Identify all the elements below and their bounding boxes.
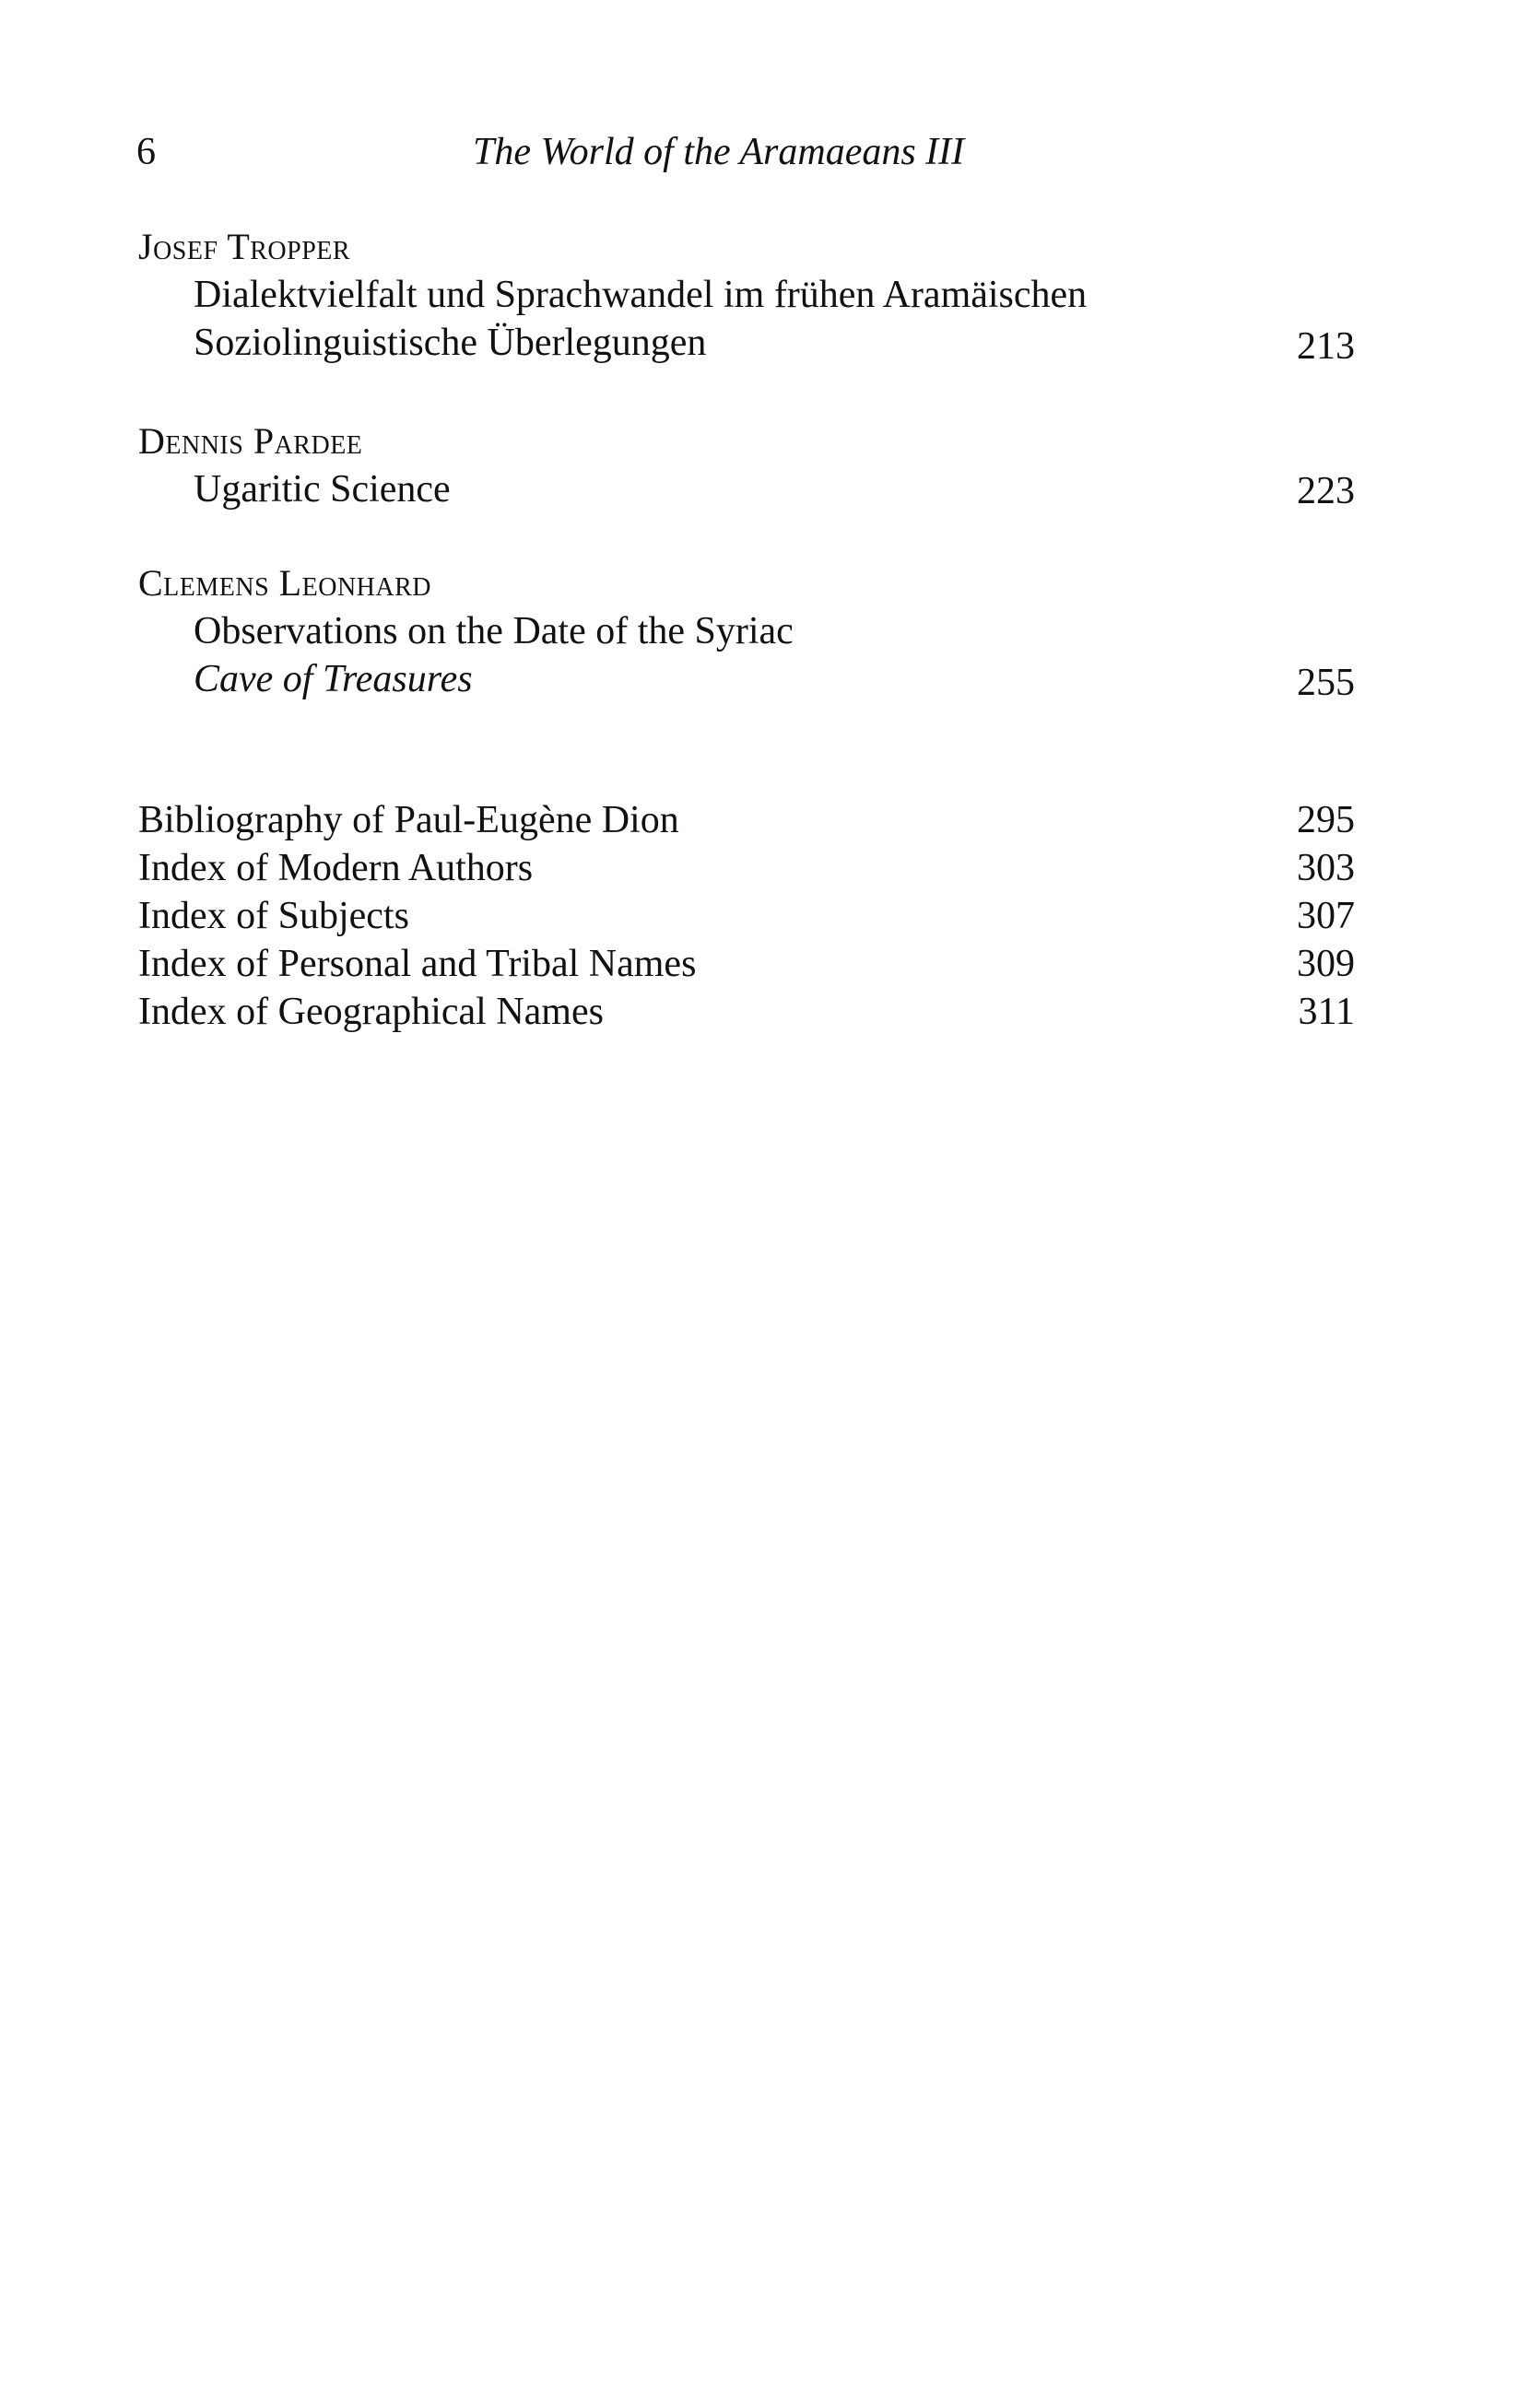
back-matter-page-number: 309 xyxy=(1297,943,1355,985)
entry-author: Dennis Pardee xyxy=(138,420,363,462)
back-matter-label: Index of Geographical Names xyxy=(138,991,604,1033)
back-matter-page-number: 303 xyxy=(1297,847,1355,889)
back-matter-label: Index of Modern Authors xyxy=(138,847,534,889)
contents-entry-tropper xyxy=(138,224,1355,371)
entry-author: Josef Tropper xyxy=(138,226,351,267)
entry-author: Clemens Leonhard xyxy=(138,562,431,604)
running-head-title: The World of the Aramaeans III xyxy=(473,131,965,173)
entry-title-line: Ugaritic Science xyxy=(194,468,451,511)
back-matter-item xyxy=(138,893,1355,941)
back-matter-page-number: 311 xyxy=(1298,991,1355,1033)
back-matter-page-number: 307 xyxy=(1297,895,1355,937)
entry-page-number: 223 xyxy=(1297,470,1355,512)
back-matter-item xyxy=(138,941,1355,989)
entry-page-number: 213 xyxy=(1297,325,1355,368)
back-matter-list xyxy=(138,797,1355,1037)
back-matter-item xyxy=(138,989,1355,1037)
back-matter-label: Index of Subjects xyxy=(138,895,409,937)
page-number: 6 xyxy=(136,131,156,173)
contents-entry-leonhard xyxy=(138,560,1355,708)
entry-title-line: Observations on the Date of the Syriac xyxy=(194,610,794,652)
entry-title-line: Soziolinguistische Überlegungen xyxy=(194,322,707,364)
back-matter-page-number: 295 xyxy=(1297,799,1355,841)
entry-page-number: 255 xyxy=(1297,662,1355,704)
entry-title-line: Cave of Treasures xyxy=(194,658,473,700)
entry-title-line: Dialektvielfalt und Sprachwandel im frühen Aramäischen xyxy=(194,274,1088,316)
contents-entry-pardee xyxy=(138,418,1355,520)
back-matter-item xyxy=(138,797,1355,845)
back-matter-label: Bibliography of Paul-Eugène Dion xyxy=(138,799,679,841)
back-matter-item xyxy=(138,845,1355,893)
back-matter-label: Index of Personal and Tribal Names xyxy=(138,943,697,985)
